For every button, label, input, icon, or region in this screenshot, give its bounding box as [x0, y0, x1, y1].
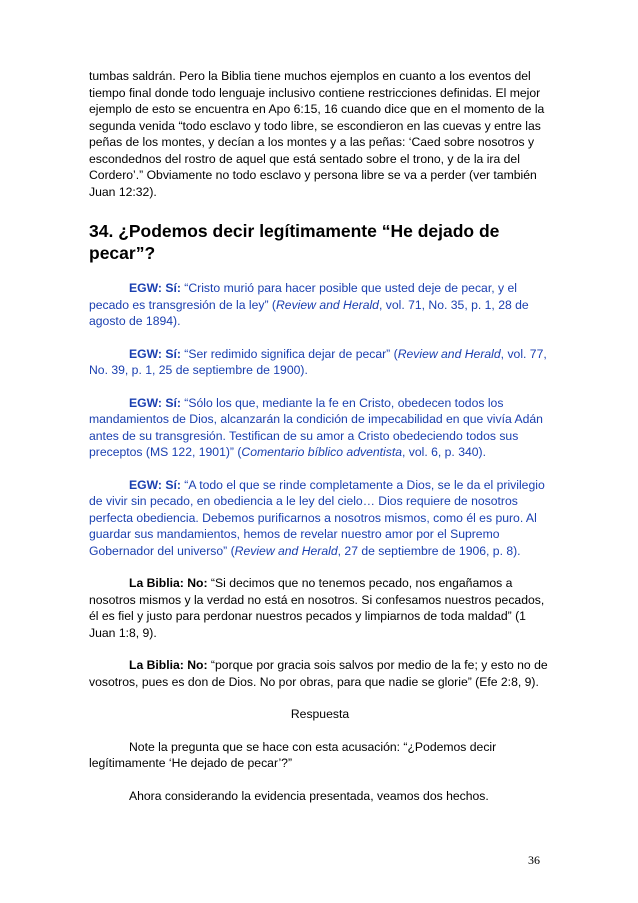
bible-quote-label: La Biblia: No:: [129, 658, 208, 672]
document-page: [89, 68, 551, 804]
egw-quote-label: EGW: Sí:: [129, 477, 181, 492]
egw-quote-label: EGW: Sí:: [129, 281, 181, 295]
egw-quote-label: EGW: Sí:: [129, 346, 181, 361]
intro-paragraph: tumbas saldrán. Pero la Biblia tiene muchos ejemplos en cuanto a los eventos del tiempo final donde todo lenguaje inclusivo contiene restricciones definidas. El mejor ejemplo de esto se encuentra en Apo 6:15, 16 cuando dice que en el momento de la segunda venida “todo esclavo y todo libre, se escondieron en las cuevas y entre las peñas de los montes, y decían a los montes y a las peñas: ‘Caed sobre nosotros y escondednos del rostro de aquel que está sentado sobre el trono, y de la ira del Cordero’.” Obviamente no todo esclavo y persona libre se va a perder (ver también Juan 12:32).: [89, 69, 545, 199]
bible-quote-1: [89, 575, 551, 641]
egw-quote-ref: , vol. 77, No. 39, p. 1, 25 de septiembre de 1900).: [89, 346, 547, 377]
closing-text: Note la pregunta que se hace con esta acusación: “¿Podemos decir legítimamente ‘He dejado de pecar’?”: [89, 739, 497, 770]
closing-text: Ahora considerando la evidencia presentada, veamos dos hechos.: [129, 788, 489, 803]
bible-quote-label: La Biblia: No:: [129, 576, 208, 590]
closing-paragraph-2: [89, 788, 551, 805]
egw-quote-text: “Sólo los que, mediante la fe en Cristo, obedecen todos los mandamientos de Dios, alcanzarán la condición de impecabilidad en que vivía Adán antes de su transgresión. Testifican de su amor a Cristo obedeciendo todos sus preceptos (MS 122, 1901)” (: [89, 395, 543, 459]
egw-quote-source: Review and Herald: [275, 297, 379, 312]
egw-quote-text: “Cristo murió para hacer posible que usted deje de pecar, y el pecado es transgresión de la ley” (: [89, 281, 517, 312]
egw-quote-2: [89, 346, 551, 379]
egw-quote-3: [89, 395, 551, 461]
egw-quote-ref: , vol. 6, p. 340).: [401, 445, 486, 459]
answer-title: Respuesta: [290, 707, 350, 721]
bible-quote-2: [89, 657, 551, 690]
closing-paragraph-1: [89, 739, 551, 772]
egw-quote-1: [89, 280, 551, 330]
egw-quote-source: Review and Herald: [234, 543, 338, 558]
page-number: 36: [528, 853, 540, 867]
egw-quote-ref: , vol. 71, No. 35, p. 1, 28 de agosto de 1894).: [89, 297, 529, 328]
egw-quote-source: Comentario bíblico adventista: [241, 445, 402, 459]
section-heading: 34. ¿Podemos decir legítimamente “He dejado de pecar”?: [89, 221, 500, 263]
egw-quote-text: “Ser redimido significa dejar de pecar” (: [180, 346, 398, 361]
bible-quote-text: “Si decimos que no tenemos pecado, nos engañamos a nosotros mismos y la verdad no está en nosotros. Si confesamos nuestros pecados, él es fiel y justo para perdonar nuestros pecados y limpiarnos de toda maldad” (1 Juan 1:8, 9).: [89, 576, 545, 640]
egw-quote-ref: , 27 de septiembre de 1906, p. 8).: [337, 543, 521, 558]
egw-quote-text: “A todo el que se rinde completamente a Dios, se le da el privilegio de vivir sin pecado, en obediencia a le ley del cielo… Dios requiere de nosotros perfecta obediencia. Debemos purificarnos a nosotros mismos, como él es puro. Al guardar sus mandamientos, hemos de revelar nuestro amor por el Supremo Gobernador del universo” (: [89, 477, 545, 558]
bible-quote-text: “porque por gracia sois salvos por medio de la fe; y esto no de vosotros, pues es don de Dios. No por obras, para que nadie se glorie” (Efe 2:8, 9).: [89, 658, 548, 689]
egw-quote-source: Review and Herald: [397, 346, 501, 361]
egw-quote-label: EGW: Sí:: [129, 395, 181, 410]
egw-quote-4: [89, 477, 551, 560]
